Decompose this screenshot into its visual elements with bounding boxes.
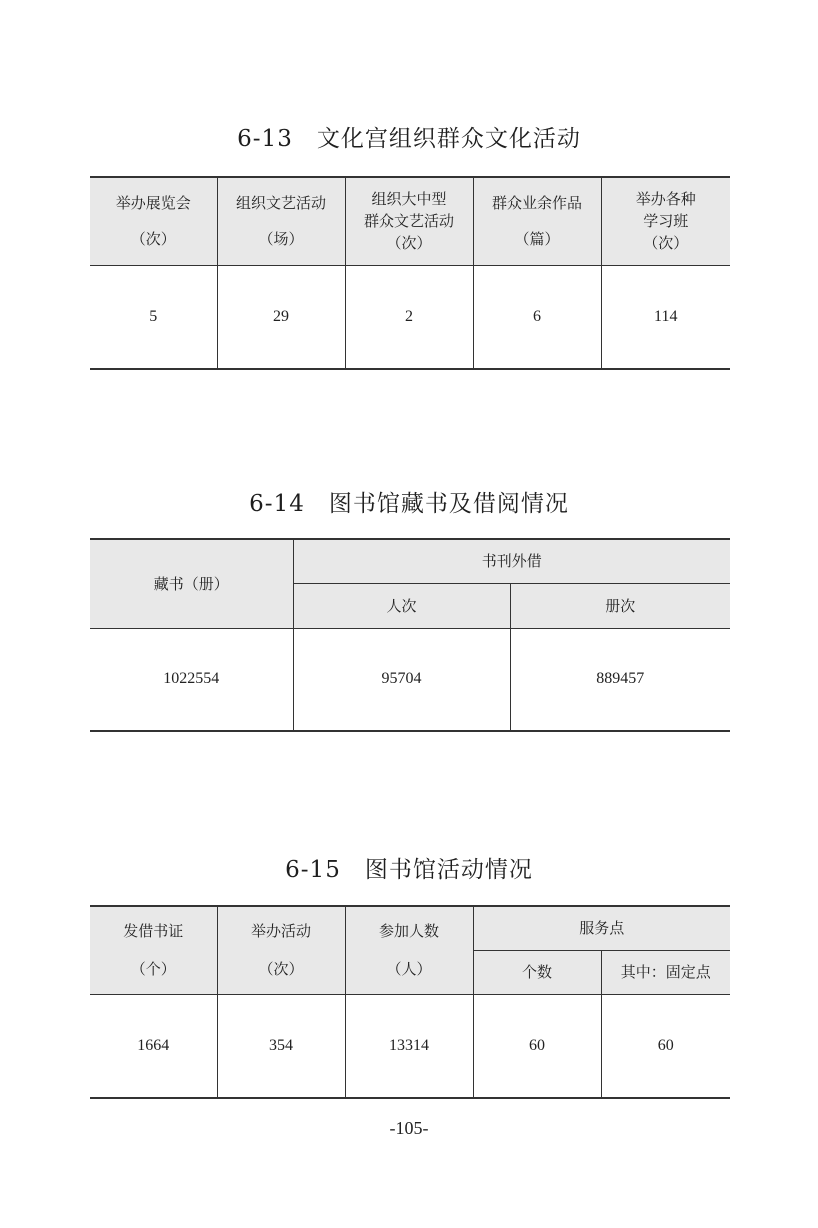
cell-value: 889457 (510, 628, 730, 731)
header-service-points: 服务点 (473, 906, 730, 950)
header-participants (345, 906, 473, 994)
table-row (90, 265, 730, 369)
cell-value: 29 (217, 265, 345, 369)
header-count: 个数 (473, 950, 601, 994)
header-line: 发借书证 (123, 922, 184, 941)
header-lending: 书刊外借 (293, 539, 730, 583)
header-line: 组织大中型 (371, 190, 447, 209)
header-unit: （次） (643, 234, 689, 253)
header-activities (217, 906, 345, 994)
cell-value: 60 (473, 994, 601, 1098)
table-6-14-title: 6-14 图书馆藏书及借阅情况 (249, 491, 569, 517)
table-6-14 (90, 538, 730, 732)
table-6-15 (90, 905, 730, 1099)
table-6-13-title: 6-13 文化宫组织群众文化活动 (237, 126, 581, 152)
header-unit: （次） (386, 234, 432, 253)
header-unit: （场） (258, 230, 304, 249)
header-line: 群众业余作品 (491, 194, 582, 213)
cell-value: 6 (473, 265, 601, 369)
table-6-15-title: 6-15 图书馆活动情况 (285, 857, 533, 883)
header-volumes: 册次 (510, 583, 730, 628)
header-large-events (345, 177, 473, 265)
header-line: 学习班 (643, 212, 689, 231)
header-line: 参加人数 (378, 922, 439, 941)
cell-value: 2 (345, 265, 473, 369)
header-unit: （个） (130, 960, 176, 979)
header-collection: 藏书（册） (90, 539, 293, 628)
header-unit: （次） (130, 230, 176, 249)
header-unit: （篇） (514, 230, 560, 249)
header-unit: （次） (258, 960, 304, 979)
header-line: 组织文艺活动 (235, 194, 326, 213)
cell-value: 1664 (90, 994, 217, 1098)
header-exhibitions (90, 177, 217, 265)
header-library-cards (90, 906, 217, 994)
header-line: 举办活动 (250, 922, 311, 941)
header-unit: （人） (386, 960, 432, 979)
header-line: 举办展览会 (115, 194, 191, 213)
cell-value: 5 (90, 265, 217, 369)
header-classes (601, 177, 730, 265)
cell-value: 1022554 (90, 628, 293, 731)
table-row (90, 994, 730, 1098)
page-number: -105- (389, 1118, 429, 1138)
table-6-13 (90, 176, 730, 370)
header-art-activities (217, 177, 345, 265)
cell-value: 354 (217, 994, 345, 1098)
table-row (90, 628, 730, 731)
cell-value: 95704 (293, 628, 510, 731)
header-visits: 人次 (293, 583, 510, 628)
header-amateur-works (473, 177, 601, 265)
cell-value: 114 (601, 265, 730, 369)
cell-value: 60 (601, 994, 730, 1098)
header-fixed-points: 其中：固定点 (601, 950, 730, 994)
header-line: 群众文艺活动 (363, 212, 454, 231)
cell-value: 13314 (345, 994, 473, 1098)
header-line: 举办各种 (635, 190, 696, 209)
